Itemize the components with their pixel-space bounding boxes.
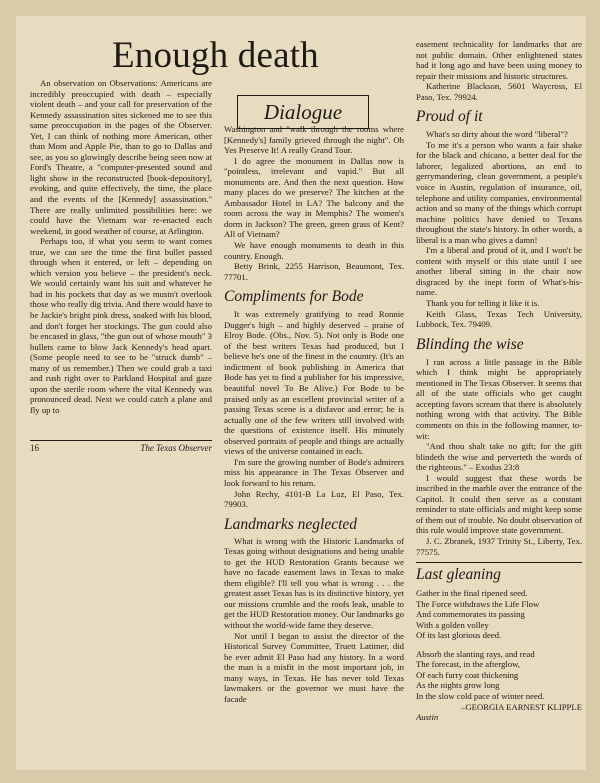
letter-paragraph: I'm a liberal and proud of it, and I won't be content with myself or this state until I see another liberal sitting in the chair now disgraced by the inept form of What's-his-name.: [416, 245, 582, 298]
letter-paragraph: Perhaps too, if what you seem to want comes true, we can see the time the first bullet passed through when it entered, or left – depending on which version you believe – the president's neck. We would certainly want his suit and whatever he had in his pockets that day as we mustn't overlook those who really dig trivia. And there would have to be Jackie's bright pink dress, soaked with his blood, and don't forget her stockings. The gun could also be encased in glass, "the gun out of whose mouth" 3 bullets came to blow Jack Kennedy's head apart. (Some people need to see to be "struck dumb" – many of us remember.) Then we could grab a taxi and rush right over to Parkland Hospital and gaze upon the sterile room where the vital Kennedy was pronounced dead. Next we could catch a plane and fly up to: [30, 236, 212, 415]
section-heading: Blinding the wise: [416, 335, 524, 353]
letter-signature: Katherine Blackson, 5601 Waycross, El Paso, Tex. 79924.: [416, 81, 582, 102]
poem-line: And commemorates its passing: [416, 609, 525, 620]
poem-place: Austin: [416, 712, 439, 723]
letter-paragraph: An observation on Observations: Americans are incredibly preoccupied with death – especially violent death – and your call for preservation of the Kennedy assassination sites sickened me to see this same preoccupation in the pages of the Observer. Yet, I can think of nothing more American, other than Mom and Apple Pie, than to go to Dallas and see, as you so glowingly describe being seen now at Ford's Theatre, a "computer-presented sound and light show in the reconstructed [book-depository], evoking, and quite effectively, the time, the place and the events of the [Kennedy] assassination." There are really unlimited possibilities here: we could have the Vietnam war re-enacted each weekend, in good weather of course, at Arlington.: [30, 78, 212, 236]
letter-paragraph: easement technicality for landmarks that are not public domain. Other enlightened states had it long ago and have been using money to repair their missions and historic structures.: [416, 39, 582, 81]
page-headline: Enough death: [112, 35, 319, 76]
letter-paragraph: To me it's a person who wants a fair shake for the black and chicano, a better deal for the laborer, legalized abortions, an end to gerrymandering, clean government, a people's voice in Austin, regulation of insurance, oil, telephone and utility companies, environmental action and so many of the things which corrupt machine politics have denied to Texans throughout the state's history. In other words, a liberal is a man who gives a damn!: [416, 139, 582, 245]
letter-paragraph: I would suggest that these words be inscribed in the marble over the entrance of the Capitol. It could then serve as a constant reminder to state officials and might keep some of them out of trouble. No doubt observation of this rule would improve state government.: [416, 472, 582, 536]
poem-line: With a golden volley: [416, 619, 489, 630]
section-divider: [416, 562, 582, 563]
publication-name: The Texas Observer: [140, 443, 212, 453]
letter-paragraph: What is wrong with the Historic Landmarks of Texas going without designations and being unable to get the HUD Restoration Grants because we have no facade easement laws in Texas to make them eligible? I'll tell you what is wrong . . . the greatest asset Texas has is its distinctive history, yet our missions crumble and the roofs leak, unable to get the HUD Restoration money. Our landmarks go without the world-wide fame they deserve.: [224, 535, 404, 630]
poem-line: The Force withdraws the Life Flow: [416, 598, 540, 609]
poem-line: The forecast, in the afterglow,: [416, 659, 520, 670]
letter-signature: J. C. Zbranek, 1937 Trinity St., Liberty, Tex. 77575.: [416, 535, 582, 557]
poem-title: Last gleaning: [416, 566, 501, 584]
poem-line: Absorb the slanting rays, and read: [416, 648, 535, 659]
letter-paragraph: I ran across a little passage in the Bible which I think might be appropriately mentioned in The Texas Observer. It seems that all of the state officials who get caught accepting favors scream that there is absolutely nothing wrong with that activity. The Bible comments on this in the following manner, to-wit:: [416, 356, 582, 441]
poem-line: In the slow cold pace of winter need.: [416, 690, 545, 701]
section-heading: Landmarks neglected: [224, 515, 358, 533]
letter-signature: Keith Glass, Texas Tech University, Lubbock, Tex. 79409.: [416, 308, 582, 330]
poem-line: Gather in the final ripened seed.: [416, 588, 528, 599]
page-number: 16: [30, 443, 39, 453]
dialogue-section-label: Dialogue: [237, 95, 369, 129]
letter-paragraph: Not until I began to assist the director of the Historical Survey Committee, Truett Latimer, did he ever admit El Paso had any history. In a word the man is a misfit in the most important job, in many ways, in Texas. He has never told Texas lawmakers or the governor we must have the facade: [224, 630, 404, 704]
letter-paragraph: Washington and "walk through the rooms where [Kennedy's] family grieved through the night". Oh Yes Preserve It! A really Grand Tour.: [224, 124, 404, 156]
poem-line: As the nights grow long: [416, 680, 500, 691]
letter-paragraph: "And thou shalt take no gift; for the gift blindeth the wise and perverteth the words of the righteous." – Exodus 23:8: [416, 441, 582, 473]
poem-stanza-2: [416, 649, 582, 702]
poem-line: Of each furry coat thickening: [416, 669, 519, 680]
newspaper-page: [16, 16, 586, 770]
poem-line: Of its last glorious deed.: [416, 630, 502, 641]
letter-paragraph: I'm sure the growing number of Bode's admirers miss his appearance in The Texas Observer and look forward to his return.: [224, 456, 404, 488]
poem-author: –GEORGIA EARNEST KLIPPLE: [461, 701, 582, 712]
section-heading: Compliments for Bode: [224, 288, 364, 306]
letter-signature: Betty Brink, 2255 Harrison, Beaumont, Tex. 77701.: [224, 261, 404, 282]
page-folio: [30, 440, 212, 453]
letter-paragraph: What's so dirty about the word "liberal"?: [426, 129, 568, 140]
letter-paragraph: We have enough monuments to death in this country. Enough.: [224, 240, 404, 261]
letter-paragraph: It was extremely gratifying to read Ronnie Dugger's high – and highly deserved – praise of Elroy Bode. (Obs., Nov. 5). Not only is Bode one of the best writers Texas had produced, but I believe he's one of the finest in the country. (It's an indictment of book publishing in America that Bode has yet to find a publisher for his impressive, beautiful novel To Be Alive.) For Bode to be praised only as an excellent provincial writer of a passing Texas scene is a disfavor and error; he is actually one of the few writers still involved with the questions of existence itself. His minutely observed portraits of people and things are actually views of the universe contained in each.: [224, 309, 404, 457]
letter-paragraph: Thank you for telling it like it is.: [426, 298, 540, 309]
letter-paragraph: I do agree the monument in Dallas now is "pointless, irrelevant and vapid." But all monuments are. And then the next question. How many places do we preserve? The kitchen at the Ambassador Hotel in LA? The balcony and the room across the way in Memphis? The women's dorm in Jackson? The green, green grass of Kent? All of Vietnam?: [224, 155, 404, 240]
letter-signature: John Rechy, 4101-B La Luz, El Paso, Tex. 79903.: [224, 488, 404, 510]
poem-stanza-1: [416, 588, 582, 641]
section-heading: Proud of it: [416, 108, 483, 126]
